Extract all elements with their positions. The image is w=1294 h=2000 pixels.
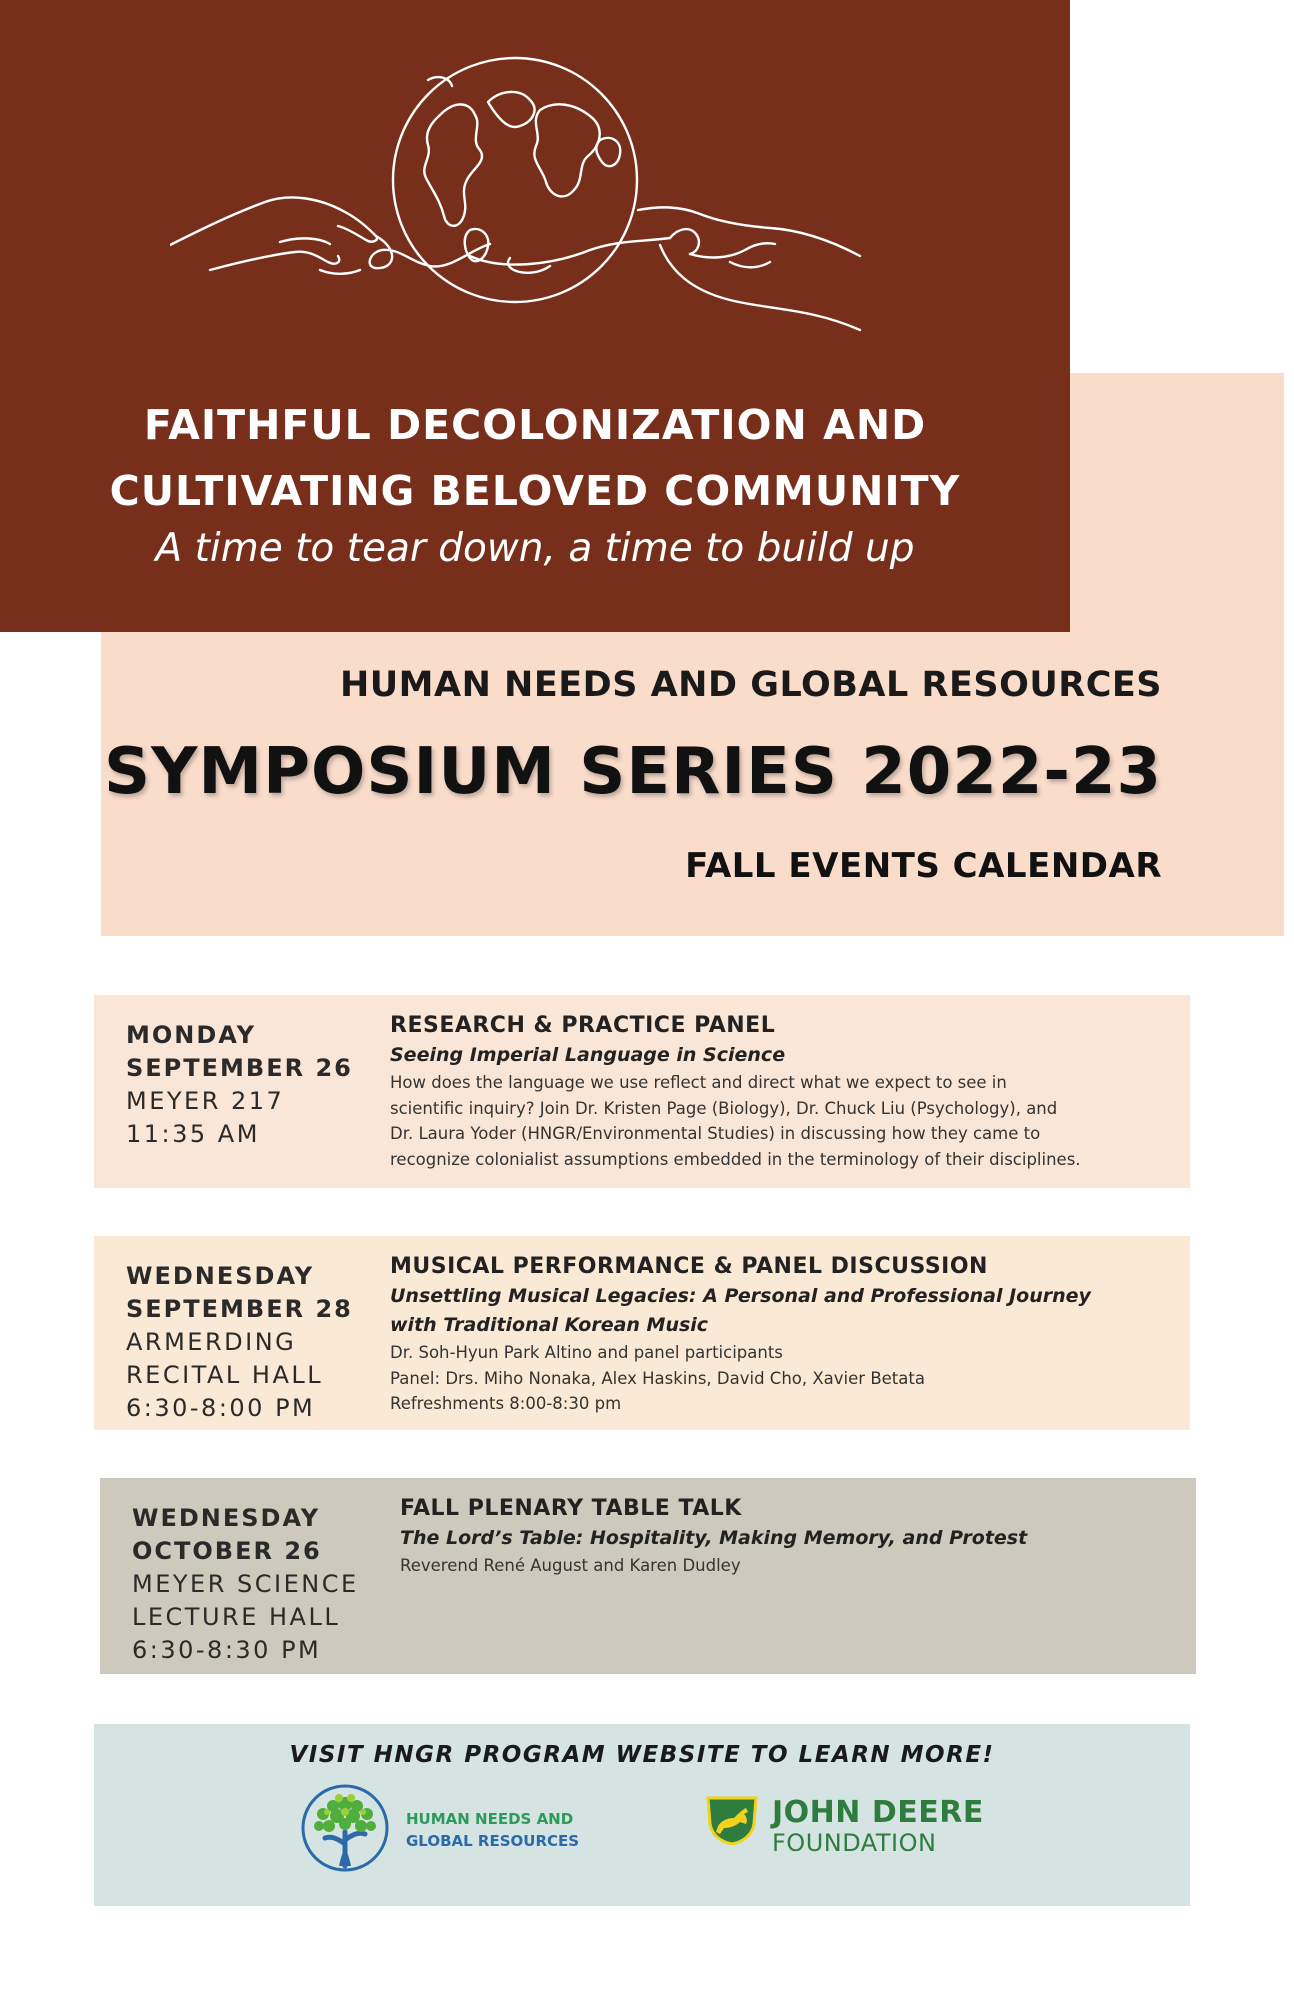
org-title: HUMAN NEEDS AND GLOBAL RESOURCES <box>339 665 1162 705</box>
event-category: MUSICAL PERFORMANCE & PANEL DISCUSSION <box>390 1254 988 1279</box>
event-category: FALL PLENARY TABLE TALK <box>400 1496 742 1521</box>
event-body <box>390 1252 1160 1417</box>
event-day: WEDNESDAY <box>132 1504 321 1532</box>
event-time: 6:30-8:00 PM <box>126 1394 316 1422</box>
hngr-logo-line1: HUMAN NEEDS AND <box>406 1810 574 1828</box>
event-description-line: Reverend René August and Karen Dudley <box>400 1556 741 1575</box>
event-place: MEYER SCIENCE <box>132 1570 359 1598</box>
event-description-line: Refreshments 8:00-8:30 pm <box>390 1394 622 1413</box>
event-place: ARMERDING <box>126 1328 297 1356</box>
hero-title-line2: CULTIVATING BELOVED COMMUNITY <box>109 467 961 515</box>
event-card <box>100 1478 1196 1674</box>
event-subtitle: Unsettling Musical Legacies: A Personal and Professional Journey <box>390 1285 1091 1307</box>
event-description-line: Dr. Soh-Hyun Park Altino and panel participants <box>390 1343 783 1362</box>
hngr-logo-line2: GLOBAL RESOURCES <box>406 1832 580 1850</box>
jd-logo-line2: FOUNDATION <box>772 1829 937 1857</box>
calendar-title: FALL EVENTS CALENDAR <box>685 846 1162 886</box>
event-place: MEYER 217 <box>126 1087 285 1115</box>
event-description-line: recognize colonialist assumptions embedded in the terminology of their disciplines. <box>390 1149 1081 1169</box>
website-cta[interactable]: VISIT HNGR PROGRAM WEBSITE TO LEARN MORE! <box>289 1742 995 1768</box>
event-time: 11:35 AM <box>126 1120 260 1148</box>
hngr-tree-logo <box>299 1782 391 1874</box>
event-subtitle: with Traditional Korean Music <box>390 1314 709 1336</box>
hero-title <box>0 392 1070 524</box>
series-title: SYMPOSIUM SERIES 2022-23 <box>103 735 1162 809</box>
jd-logo-line1: JOHN DEERE <box>772 1795 984 1830</box>
event-time: 6:30-8:30 PM <box>132 1636 322 1664</box>
hero-title-line1: FAITHFUL DECOLONIZATION AND <box>143 401 927 449</box>
event-date: SEPTEMBER 26 <box>126 1054 353 1082</box>
event-day: WEDNESDAY <box>126 1262 315 1290</box>
john-deere-deer-logo <box>704 1794 760 1846</box>
john-deere-logo-text <box>772 1795 984 1858</box>
event-place: RECITAL HALL <box>126 1361 324 1389</box>
event-when <box>132 1502 359 1667</box>
event-date: SEPTEMBER 28 <box>126 1295 353 1323</box>
event-description-line: Dr. Laura Yoder (HNGR/Environmental Studies) in discussing how they came to <box>390 1124 1041 1143</box>
event-description-line: Panel: Drs. Miho Nonaka, Alex Haskins, David Cho, Xavier Betata <box>390 1368 925 1388</box>
event-description-line: scientific inquiry? Join Dr. Kristen Page (Biology), Dr. Chuck Liu (Psychology), and <box>390 1098 1058 1118</box>
event-subtitle: Seeing Imperial Language in Science <box>390 1044 786 1066</box>
event-place: LECTURE HALL <box>132 1603 341 1631</box>
event-date: OCTOBER 26 <box>132 1537 322 1565</box>
hero-tagline: A time to tear down, a time to build up <box>155 526 915 571</box>
event-subtitle: The Lord’s Table: Hospitality, Making Memory, and Protest <box>400 1527 1028 1549</box>
event-card <box>94 995 1190 1188</box>
footer-banner <box>94 1724 1190 1906</box>
event-body <box>390 1011 1160 1172</box>
hngr-logo-text <box>406 1808 579 1852</box>
event-body <box>400 1494 1166 1579</box>
hero-banner <box>0 0 1070 632</box>
event-day: MONDAY <box>126 1021 256 1049</box>
event-when <box>126 1260 353 1425</box>
event-description-line: How does the language we use reflect and direct what we expect to see in <box>390 1073 1007 1092</box>
event-card <box>94 1236 1190 1430</box>
event-category: RESEARCH & PRACTICE PANEL <box>390 1013 776 1038</box>
globe-hands-illustration <box>170 30 910 400</box>
event-when <box>126 1019 353 1151</box>
